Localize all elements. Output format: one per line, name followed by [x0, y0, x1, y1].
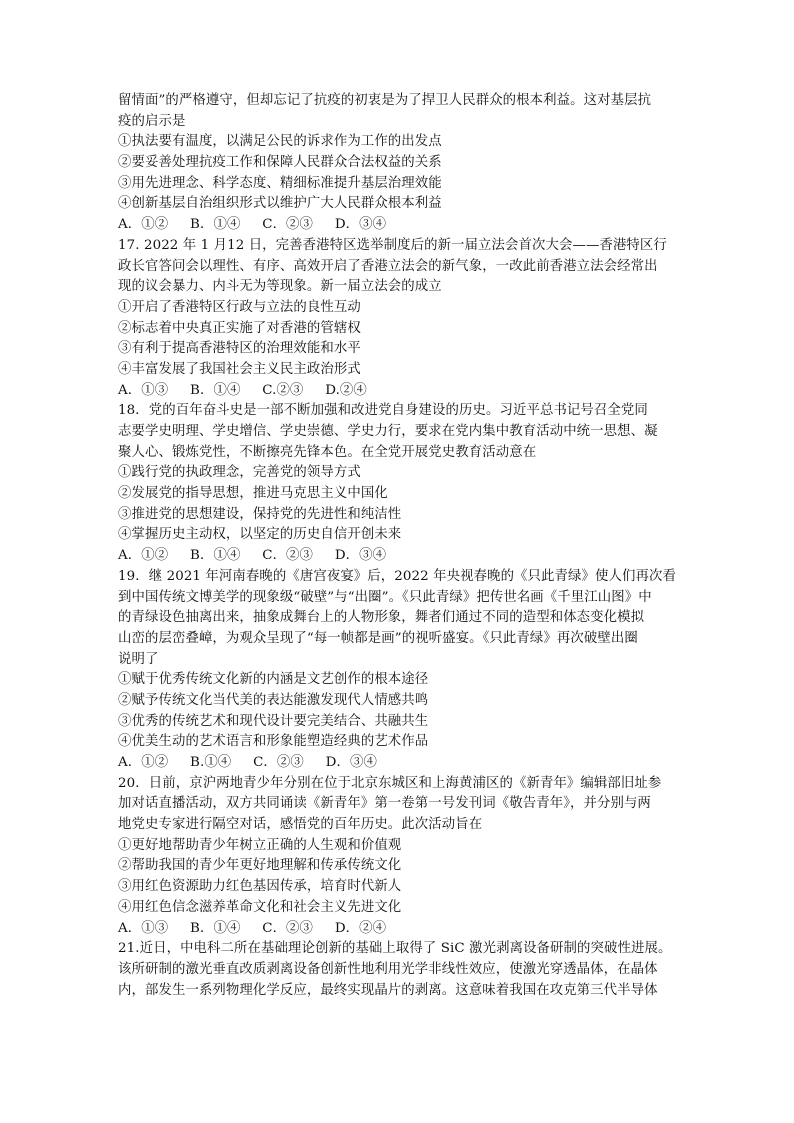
choice-item: ②帮助我国的青少年更好地理解和传承传统文化	[118, 858, 402, 874]
question-16	[118, 91, 683, 236]
choice-item: ②要妥善处理抗疫工作和保障人民群众合法权益的关系	[118, 155, 442, 171]
stem-line: 的青绿设色抽离出来，抽象成舞台上的人物形象，舞者们通过不同的造型和体态变化模拟	[118, 610, 645, 626]
choice-item: ①更好地帮助青少年树立正确的人生观和价值观	[118, 837, 402, 853]
stem-line: 18．党的百年奋斗史是一部不断加强和改进党自身建设的历史。习近平总书记号召全党同	[118, 403, 648, 419]
answer-options: A．①② B．①④ C．②③ D．③④	[118, 548, 387, 564]
choice-item: ②标志着中央真正实施了对香港的管辖权	[118, 320, 361, 336]
stem-line: 到中国传统文博美学的现象级“破壁”与“出圈”。《只此青绿》把传世名画《千里江山图》中	[118, 589, 652, 605]
choice-item: ④丰富发展了我国社会主义民主政治形式	[118, 361, 361, 377]
stem-line: 政长官答问会以理性、有序、高效开启了香港立法会的新气象，一改此前香港立法会经常出	[118, 258, 658, 274]
stem-line: 疫的启示是	[118, 113, 186, 129]
stem-line: 聚人心、锻炼党性，不断擦亮先锋本色。在全党开展党史教育活动意在	[118, 444, 537, 460]
choice-item: ④创新基层自治组织形式以维护广大人民群众根本利益	[118, 196, 442, 212]
choice-item: ①赋于优秀传统文化新的内涵是文艺创作的根本途径	[118, 672, 429, 688]
stem-line: 内，部发生一系列物理化学反应，最终实现晶片的剥离。这意味着我国在攻克第三代半导体	[118, 982, 658, 998]
choice-item: ④优美生动的艺术语言和形象能塑造经典的艺术作品	[118, 734, 429, 750]
stem-line: 说明了	[118, 651, 159, 667]
choice-item: ①践行党的执政理念，完善党的领导方式	[118, 465, 361, 481]
choice-item: ③用红色资源助力红色基因传承，培育时代新人	[118, 879, 402, 895]
choice-item: ①开启了香港特区行政与立法的良性互动	[118, 299, 361, 315]
stem-line: 山峦的层峦叠嶂，为观众呈现了“每一帧都是画”的视听盛宴。《只此青绿》再次破壁出圈	[118, 630, 638, 646]
answer-options: A．①② B.①④ C．②③ D．③④	[118, 755, 377, 770]
stem-line: 19．继 2021 年河南春晚的《唐宫夜宴》后，2022 年央视春晚的《只此青绿》使人们再次看	[118, 568, 676, 584]
question-20	[118, 774, 683, 940]
choice-item: ①执法要有温度，以满足公民的诉求作为工作的出发点	[118, 134, 442, 150]
stem-line: 留情面”的严格遵守，但却忘记了抗疫的初衷是为了捍卫人民群众的根本利益。这对基层抗	[118, 93, 652, 108]
stem-line: 该所研制的激光垂直改质剥离设备创新性地利用光学非线性效应，使激光穿透晶体，在晶体	[118, 961, 658, 977]
stem-line: 志要学史明理、学史增信、学史崇德、学史力行，要求在党内集中教育活动中统一思想、凝	[118, 424, 658, 439]
choice-item: ③用先进理念、科学态度、精细标准提升基层治理效能	[118, 175, 442, 191]
choice-item: ②赋予传统文化当代美的表达能激发现代人情感共鸣	[118, 692, 429, 708]
question-17	[118, 236, 683, 402]
question-21	[118, 939, 683, 1001]
choice-item: ④用红色信念滋养革命文化和社会主义先进文化	[118, 899, 402, 915]
stem-line: 17. 2022 年 1 月12 日，完善香港特区选举制度后的新一届立法会首次大会——香港特区行	[118, 237, 667, 253]
answer-options: A．①③ B．①④ C.②③ D.②④	[118, 382, 367, 398]
choice-item: ②发展党的指导思想，推进马克思主义中国化	[118, 486, 388, 502]
choice-item: ③优秀的传统艺术和现代设计要完美结合、共融共生	[118, 713, 429, 729]
stem-line: 20．日前，京沪两地青少年分别在位于北京东城区和上海黄浦区的《新青年》编辑部旧址参	[118, 775, 662, 791]
question-19	[118, 567, 683, 774]
choice-item: ③有利于提高香港特区的治理效能和水平	[118, 341, 361, 357]
answer-options: A．①② B．①④ C．②③ D．③④	[118, 217, 387, 233]
stem-line: 地党史专家进行隔空对话，感悟党的百年历史。此次活动旨在	[118, 817, 483, 833]
stem-line: 现的议会暴力、内斗无为等现象。新一届立法会的成立	[118, 279, 442, 295]
question-18	[118, 401, 683, 567]
answer-options: A．①③ B．①④ C．②③ D．②④	[118, 920, 387, 936]
stem-line: 加对话直播活动，双方共同诵读《新青年》第一卷第一号发刊词《敬告青年》，并分别与两	[118, 796, 651, 812]
choice-item: ③推进党的思想建设，保持党的先进性和纯洁性	[118, 506, 402, 522]
choice-item: ④掌握历史主动权，以坚定的历史自信开创未来	[118, 527, 402, 543]
exam-page	[118, 91, 683, 1001]
stem-line: 21.近日，中电科二所在基础理论创新的基础上取得了 SiC 激光剥离设备研制的突破性进展。	[118, 941, 672, 957]
